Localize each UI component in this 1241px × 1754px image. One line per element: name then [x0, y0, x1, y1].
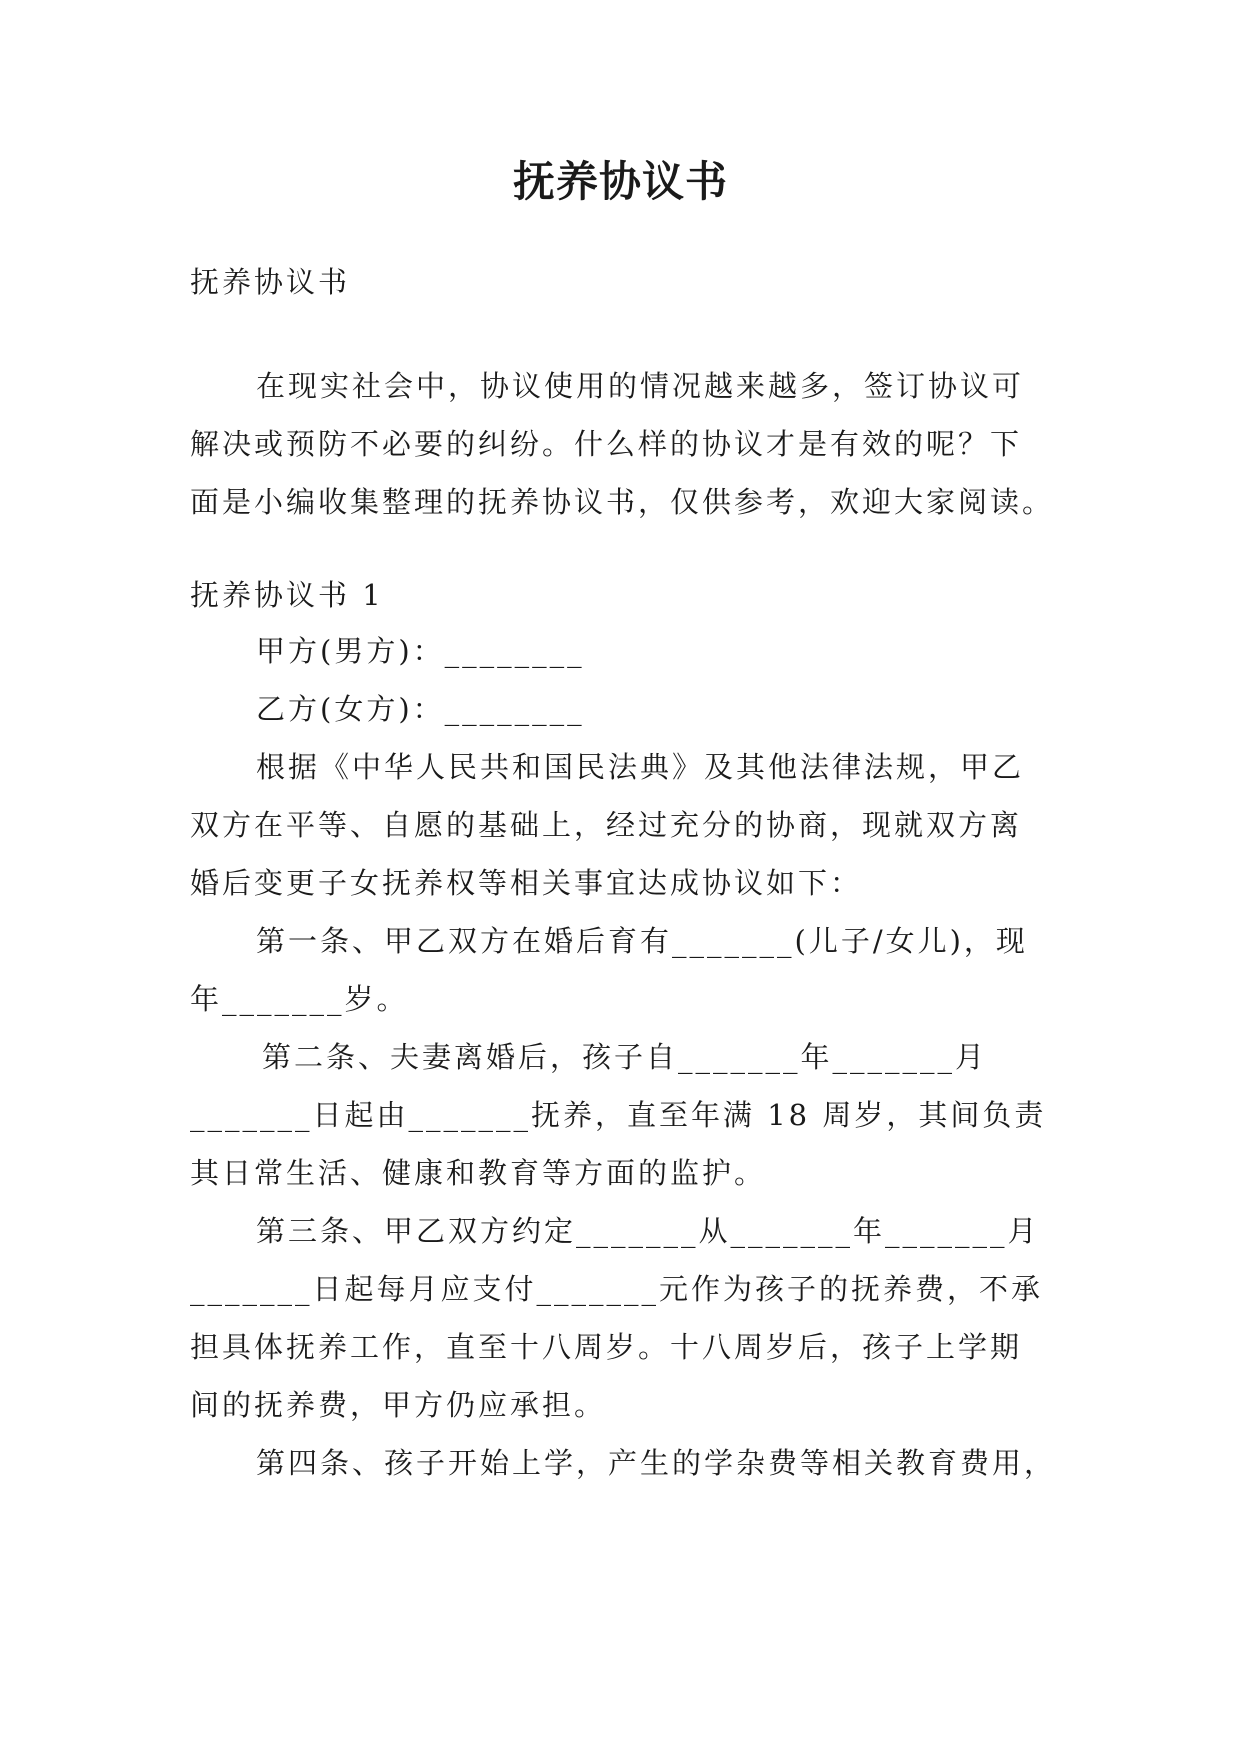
- preamble-paragraph: [190, 738, 1052, 912]
- article-4-line: 第四条、孩子开始上学，产生的学杂费等相关教育费用，: [256, 1446, 1057, 1480]
- article-4: [190, 1434, 1057, 1492]
- intro-paragraph: [190, 357, 1055, 531]
- party-a-line: [190, 622, 1052, 680]
- preamble-line: 根据《中华人民共和国民法典》及其他法律法规，甲乙: [256, 750, 1025, 784]
- preamble-line: 婚后变更子女抚养权等相关事宜达成协议如下：: [190, 866, 863, 900]
- section-title: 抚养协议书 1: [190, 578, 384, 612]
- article-3-line: _______日起每月应支付_______元作为孩子的抚养费，不承: [190, 1272, 1044, 1306]
- preamble-line: 双方在平等、自愿的基础上，经过充分的协商，现就双方离: [190, 808, 1023, 842]
- article-3: [190, 1202, 1052, 1434]
- article-3-line: 间的抚养费，甲方仍应承担。: [190, 1388, 607, 1422]
- article-2: [190, 1028, 1052, 1202]
- intro-line: 面是小编收集整理的抚养协议书，仅供参考，欢迎大家阅读。: [190, 485, 1055, 519]
- article-3-line: 担具体抚养工作，直至十八周岁。十八周岁后，孩子上学期: [190, 1330, 1023, 1364]
- party-a-text: 甲方(男方)：________: [256, 634, 585, 668]
- article-1-line: 第一条、甲乙双方在婚后育有_______(儿子/女儿)，现: [256, 924, 1028, 958]
- intro-line: 在现实社会中，协议使用的情况越来越多，签订协议可: [256, 369, 1025, 403]
- party-b-text: 乙方(女方)：________: [256, 692, 585, 726]
- article-1: [190, 912, 1052, 1028]
- document-subtitle: 抚养协议书: [190, 265, 351, 299]
- intro-line: 解决或预防不必要的纠纷。什么样的协议才是有效的呢？下: [190, 427, 1023, 461]
- document-title: 抚养协议书: [512, 157, 728, 206]
- article-2-line: 其日常生活、健康和教育等方面的监护。: [190, 1156, 767, 1190]
- article-2-line: 第二条、夫妻离婚后，孩子自_______年_______月: [262, 1040, 988, 1074]
- article-2-line: _______日起由_______抚养，直至年满 18 周岁，其间负责: [190, 1098, 1047, 1132]
- party-b-line: [190, 680, 1052, 738]
- article-1-line: 年_______岁。: [190, 982, 409, 1016]
- article-3-line: 第三条、甲乙双方约定_______从_______年_______月: [256, 1214, 1040, 1248]
